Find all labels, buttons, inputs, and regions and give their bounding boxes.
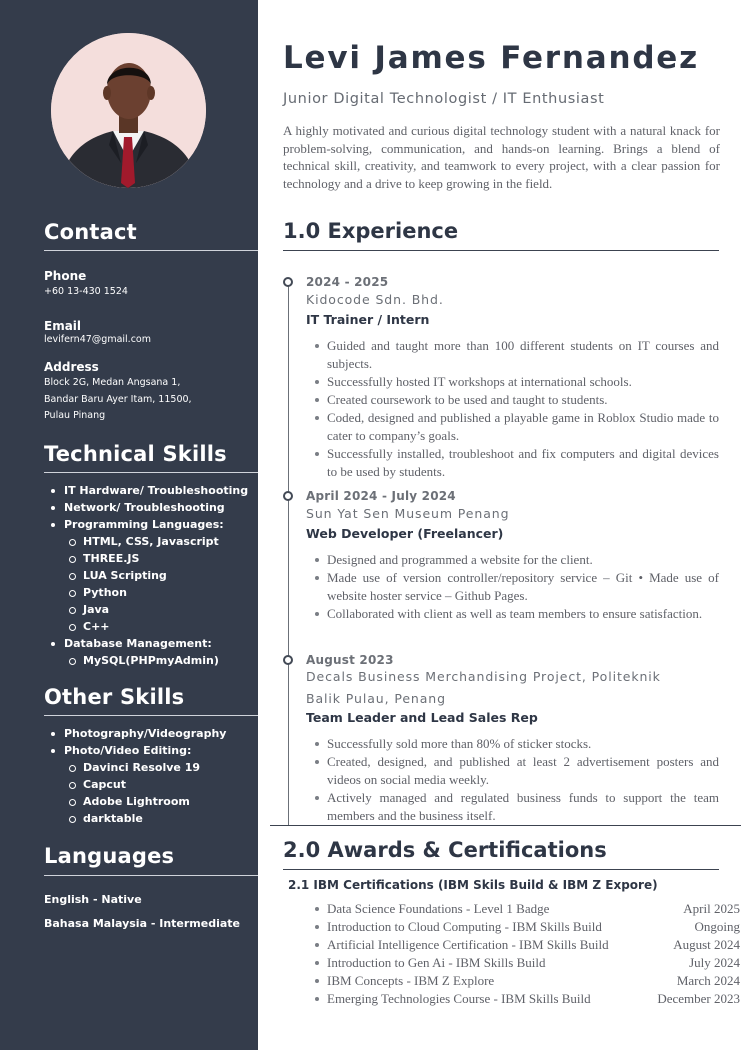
certification-item (327, 954, 740, 972)
experience-bullets (327, 735, 719, 825)
skill-item: Database Management: (44, 635, 248, 652)
experience-organization: Decals Business Merchandising Project, Politeknik Balik Pulau, Penang (306, 669, 661, 706)
certification-date: April 2025 (683, 901, 740, 916)
contact-heading: Contact (44, 220, 137, 244)
timeline-marker (283, 491, 293, 501)
experience-bullet: Successfully installed, troubleshoot and fix computers and digital devices to be used by students. (327, 446, 719, 479)
skill-subitem: LUA Scripting (44, 567, 248, 584)
experience-bullet: Collaborated with client as well as team members to ensure satisfaction. (327, 605, 719, 623)
language-item: English - Native (44, 893, 142, 906)
skill-subitem: THREE.JS (44, 550, 248, 567)
experience-title: IT Trainer / Intern (306, 312, 430, 327)
experience-bullet: Created coursework to be used and taught to students. (327, 391, 719, 409)
skill-item: IT Hardware/ Troubleshooting (44, 482, 248, 499)
sidebar (0, 0, 258, 1050)
languages-heading: Languages (44, 844, 175, 868)
phone-value: +60 13-430 1524 (44, 286, 128, 297)
certification-name: Introduction to Cloud Computing - IBM Skills Build (327, 919, 602, 934)
skill-subitem: HTML, CSS, Javascript (44, 533, 248, 550)
experience-organization: Sun Yat Sen Museum Penang (306, 506, 510, 521)
experience-bullet: Successfully hosted IT workshops at international schools. (327, 373, 719, 391)
certification-item (327, 918, 740, 936)
experience-bullet: Created, designed, and published at least 2 advertisement posters and videos on social media weekly. (327, 754, 719, 787)
experience-title: Team Leader and Lead Sales Rep (306, 710, 538, 725)
skill-subitem: darktable (44, 810, 226, 827)
certification-name: Emerging Technologies Course - IBM Skills Build (327, 991, 591, 1006)
candidate-role: Junior Digital Technologist / IT Enthusiast (283, 91, 605, 107)
technical-skills-list (44, 482, 248, 669)
experience-bullet: Actively managed and regulated business funds to support the team members and the business itself. (327, 790, 719, 823)
address-value (44, 375, 192, 425)
experience-bullet: Made use of version controller/repository service – Git • Made use of website hoster service – Github Pages. (327, 570, 719, 603)
skill-subitem: C++ (44, 618, 248, 635)
skill-item: Photo/Video Editing: (44, 742, 226, 759)
experience-organization: Kidocode Sdn. Bhd. (306, 292, 444, 307)
section-separator (270, 825, 741, 826)
avatar-illustration (51, 33, 206, 188)
candidate-name: Levi James Fernandez (283, 40, 699, 76)
certification-item (327, 936, 740, 954)
certifications-subheading: 2.1 IBM Certifications (IBM Skils Build & IBM Z Expore) (288, 878, 658, 892)
skill-subitem: Davinci Resolve 19 (44, 759, 226, 776)
timeline-marker (283, 277, 293, 287)
other-skills-heading: Other Skills (44, 685, 185, 709)
certification-date: August 2024 (673, 937, 740, 952)
experience-divider (283, 250, 719, 251)
profile-summary: A highly motivated and curious digital technology student with a natural knack for problem-solving, communication, and hands-on learning. Brings a blend of technical skill, creativity, and teamwork to every project, with a clear passion for technology and a drive to keep growing in the field. (283, 123, 720, 191)
timeline-marker (283, 655, 293, 665)
other-skills-list (44, 725, 226, 827)
skill-subitem: MySQL(PHPmyAdmin) (44, 652, 248, 669)
certification-date: December 2023 (657, 991, 740, 1006)
awards-divider (283, 869, 719, 870)
certification-item (327, 972, 740, 990)
certification-item (327, 900, 740, 918)
experience-bullet: Guided and taught more than 100 different students on IT courses and subjects. (327, 338, 719, 371)
experience-bullets (327, 551, 719, 623)
technical-skills-heading: Technical Skills (44, 442, 227, 466)
experience-date: 2024 - 2025 (306, 275, 389, 289)
experience-heading: 1.0 Experience (283, 219, 459, 243)
experience-bullet: Successfully sold more than 80% of sticker stocks. (327, 735, 719, 753)
skill-subitem: Java (44, 601, 248, 618)
address-line: Bandar Baru Ayer Itam, 11500, (44, 393, 192, 405)
certifications-list (327, 900, 740, 1008)
experience-bullet: Coded, designed and published a playable game in Roblox Studio made to cater to company’s goals. (327, 410, 719, 443)
experience-title: Web Developer (Freelancer) (306, 526, 504, 541)
certification-name: Introduction to Gen Ai - IBM Skills Build (327, 955, 546, 970)
experience-bullets (327, 337, 719, 481)
awards-heading: 2.0 Awards & Certifications (283, 838, 607, 862)
address-label: Address (44, 360, 99, 374)
certification-item (327, 990, 740, 1008)
experience-timeline (288, 282, 289, 825)
experience-date: August 2023 (306, 653, 394, 667)
certification-name: IBM Concepts - IBM Z Explore (327, 973, 495, 988)
languages-divider (44, 875, 258, 876)
technical-skills-divider (44, 472, 258, 473)
phone-label: Phone (44, 269, 87, 283)
contact-divider (44, 250, 258, 251)
certification-name: Data Science Foundations - Level 1 Badge (327, 901, 550, 916)
language-item: Bahasa Malaysia - Intermediate (44, 917, 240, 930)
certification-date: March 2024 (676, 973, 740, 988)
experience-date: April 2024 - July 2024 (306, 489, 456, 503)
skill-subitem: Adobe Lightroom (44, 793, 226, 810)
email-label: Email (44, 319, 82, 333)
profile-photo (51, 33, 206, 188)
certification-date: July 2024 (689, 955, 740, 970)
address-line: Pulau Pinang (44, 410, 106, 421)
address-line: Block 2G, Medan Angsana 1, (44, 377, 181, 388)
email-value: levifern47@gmail.com (44, 334, 151, 345)
skill-subitem: Python (44, 584, 248, 601)
certification-date: Ongoing (694, 919, 740, 934)
skill-item: Photography/Videography (44, 725, 226, 742)
other-skills-divider (44, 715, 258, 716)
experience-bullet: Designed and programmed a website for the client. (327, 551, 719, 569)
certification-name: Artificial Intelligence Certification - IBM Skills Build (327, 937, 609, 952)
skill-item: Network/ Troubleshooting (44, 499, 248, 516)
skill-item: Programming Languages: (44, 516, 248, 533)
skill-subitem: Capcut (44, 776, 226, 793)
